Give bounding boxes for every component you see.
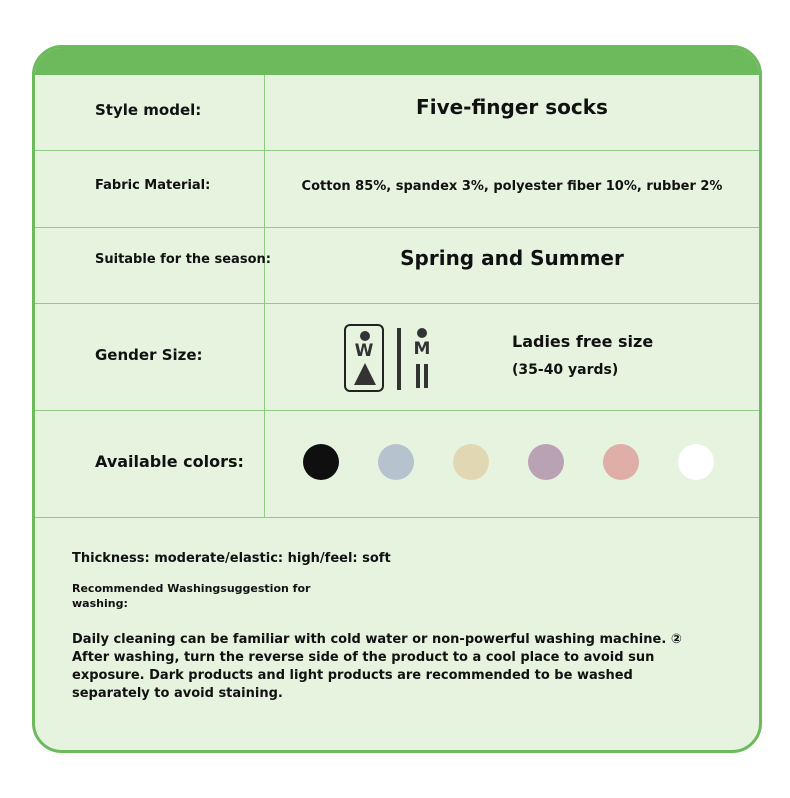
row-available-colors — [35, 411, 759, 518]
season-value: Spring and Summer — [400, 246, 624, 270]
icon-separator — [397, 328, 401, 390]
men-icon-letter: M — [413, 339, 431, 359]
row-style-model — [35, 75, 759, 151]
washing-heading: Recommended Washingsuggestion for washing: — [72, 582, 311, 610]
washing-instructions: Daily cleaning can be familiar with cold water or non-powerful washing machine. ② After washing, turn the reverse side of the product to a cool place to avoid sun exposure. Dark products and light products are recommended to be washed separately to avoid staining. — [72, 632, 682, 701]
fabric-material-value: Cotton 85%, spandex 3%, polyester fiber 10%, rubber 2% — [301, 179, 723, 194]
color-swatch — [678, 444, 714, 480]
card-header-bar — [35, 48, 759, 75]
product-info-card — [32, 45, 762, 753]
color-swatch — [303, 444, 339, 480]
size-line-1: Ladies free size — [512, 332, 654, 351]
color-swatch — [378, 444, 414, 480]
row-gender-size — [35, 304, 759, 411]
women-icon-letter: W — [354, 341, 374, 361]
color-swatch — [603, 444, 639, 480]
available-colors-label: Available colors: — [95, 452, 244, 471]
season-label: Suitable for the season: — [95, 252, 271, 267]
size-line-2: (35-40 yards) — [512, 362, 619, 378]
men-icon — [410, 326, 434, 390]
women-icon — [344, 324, 384, 392]
color-swatch — [453, 444, 489, 480]
row-fabric-material — [35, 151, 759, 228]
thickness-text: Thickness: moderate/elastic: high/feel: soft — [72, 551, 391, 566]
row-season — [35, 228, 759, 304]
fabric-material-label: Fabric Material: — [95, 178, 211, 193]
style-model-value: Five-finger socks — [416, 95, 608, 119]
color-swatch — [528, 444, 564, 480]
style-model-label: Style model: — [95, 101, 202, 119]
gender-size-label: Gender Size: — [95, 346, 203, 364]
